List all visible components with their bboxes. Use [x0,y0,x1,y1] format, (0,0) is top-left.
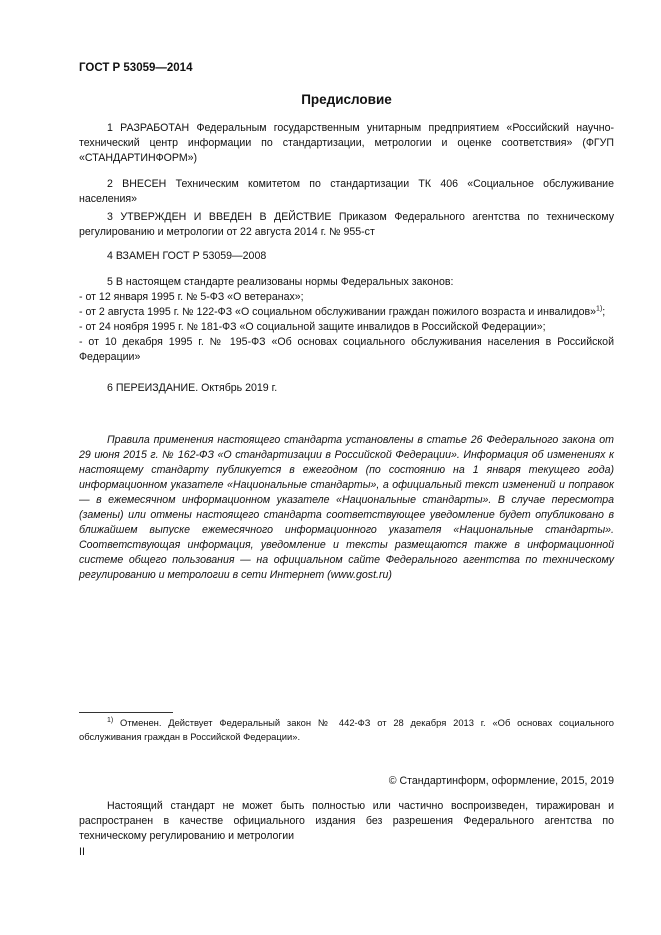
item-2-text: 2 ВНЕСЕН Техническим комитетом по стандартизации ТК 406 «Социальное обслуживание населения» [79,178,614,205]
rules-block [79,433,614,583]
law-list-item: - от 12 января 1995 г. № 5-ФЗ «О ветеранах»; [79,291,304,303]
item-4 [79,249,614,264]
item-4-text: 4 ВЗАМЕН ГОСТ Р 53059—2008 [107,250,267,262]
item-1 [79,121,614,166]
item-2 [79,177,614,207]
rules-text: Правила применения настоящего стандарта установлены в статье 26 Федерального закона от 29 июня 2015 г. № 162-ФЗ «О стандартизации в Российской Федерации». Информация об изменениях к настоящему стандарту публикуется в ежегодном (по состоянию на 1 января текущего года) информационном указателе «Национальные стандарты», а официальный текст изменений и поправок — в ежемесячном информационном указателе «Национальные стандарты». В случае пересмотра (замены) или отмены настоящего стандарта соответствующее уведомление будет опубликовано в ближайшем выпуске ежемесячного информационного указателя «Национальные стандарты». Соответствующая информация, уведомление и тексты размещаются также в информационной системе общего пользования — на официальном сайте Федерального агентства по техническому регулированию и метрологии в сети Интернет (www.gost.ru) [79,434,614,581]
footnote-mark: 1) [107,716,114,724]
copyright-line: © Стандартинформ, оформление, 2015, 2019 [388,775,614,787]
law-list-item: - от 24 ноября 1995 г. № 181-ФЗ «О социальной защите инвалидов в Российской Федерации»; [79,321,546,333]
footnote-ref: 1) [596,305,603,313]
item-6-text: 6 ПЕРЕИЗДАНИЕ. Октябрь 2019 г. [107,382,278,394]
footnote-text: Отменен. Действует Федеральный закон № 442-ФЗ от 28 декабря 2013 г. «Об основах социального обслуживания граждан в Российской Федерации». [79,717,614,742]
law-list-item-end: ; [602,306,606,318]
item-3 [79,210,614,240]
law-list-item: - от 10 декабря 1995 г. № 195-ФЗ «Об основах социального обслуживания населения в Российской Федерации» [79,336,614,363]
footnote [79,716,614,744]
item-3-text: 3 УТВЕРЖДЕН И ВВЕДЕН В ДЕЙСТВИЕ Приказом Федерального агентства по техническому регулированию и метрологии от 22 августа 2014 г. № 955-ст [79,211,614,238]
section-title: Предисловие [301,92,392,107]
document-id-header: ГОСТ Р 53059—2014 [79,62,193,74]
item-5-intro: 5 В настоящем стандарте реализованы нормы Федеральных законов: [107,276,454,288]
reproduction-notice: Настоящий стандарт не может быть полностью или частично воспроизведен, тиражирован и распространен в качестве официального издания без разрешения Федерального агентства по техническому регулированию и метрологии [79,800,614,842]
law-list-item [79,305,614,320]
item-5 [79,275,614,365]
footnote-divider [79,712,173,713]
law-list-item-text: - от 2 августа 1995 г. № 122-ФЗ «О социальном обслуживании граждан пожилого возраста и инвалидов» [79,306,597,318]
item-6 [79,381,614,396]
page-number: II [79,846,85,858]
item-1-text: 1 РАЗРАБОТАН Федеральным государственным унитарным предприятием «Российский научно-технический центр информации по стандартизации, метрологии и оценке соответствия» (ФГУП «СТАНДАРТИНФОРМ») [79,122,614,164]
